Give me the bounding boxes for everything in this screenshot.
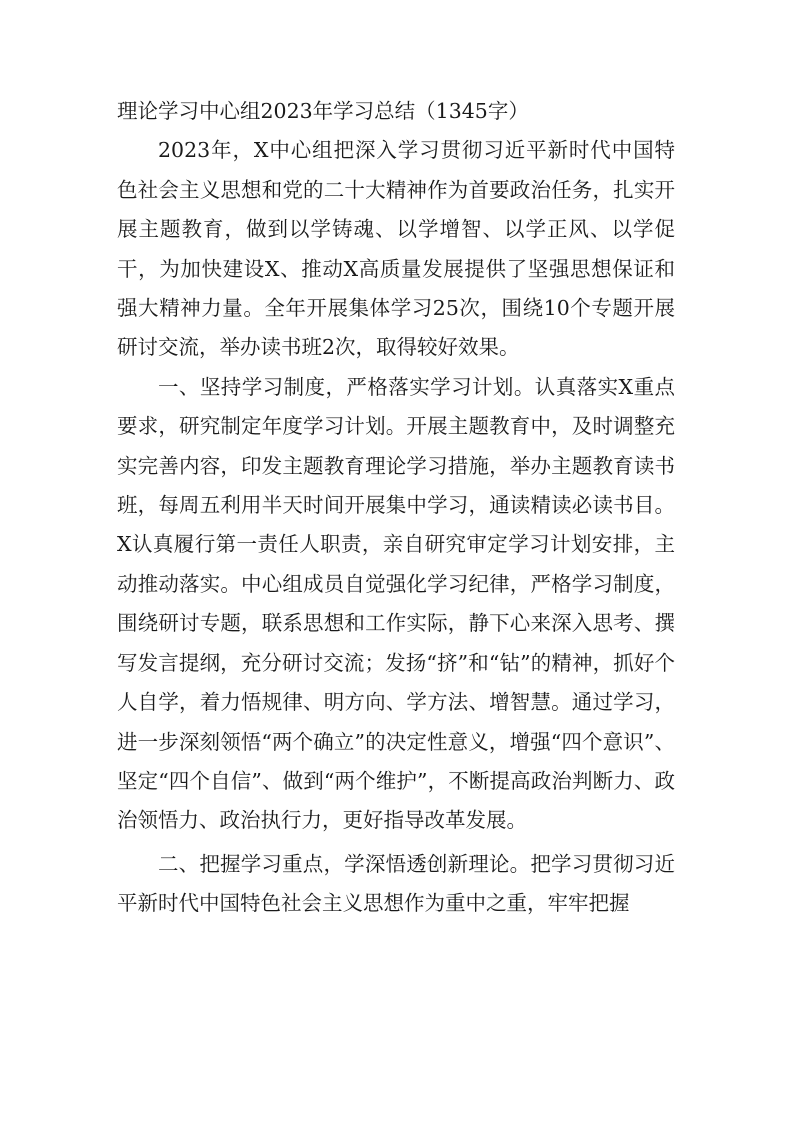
paragraph-intro: 2023年，X中心组把深入学习贯彻习近平新时代中国特色社会主义思想和党的二十大精神作为首要政治任务，扎实开展主题教育，做到以学铸魂、以学增智、以学正风、以学促干，为加快建设X、推动X高质量发展提供了坚强思想保证和强大精神力量。全年开展集体学习25次，围绕10个专题开展研讨交流，举办读书班2次，取得较好效果。 (117, 138, 675, 360)
paragraph-section-2: 二、把握学习重点，学深悟透创新理论。把学习贯彻习近平新时代中国特色社会主义思想作为重中之重，牢牢把握 (117, 851, 675, 916)
document-title: 理论学习中心组2023年学习总结（1345字） (117, 99, 529, 123)
paragraph-section-1: 一、坚持学习制度，严格落实学习计划。认真落实X重点要求，研究制定年度学习计划。开展主题教育中，及时调整充实完善内容，印发主题教育理论学习措施，举办主题教育读书班，每周五利用半天时间开展集中学习，通读精读必读书目。X认真履行第一责任人职责，亲自研究审定学习计划安排，主动推动落实。中心组成员自觉强化学习纪律，严格学习制度，围绕研讨专题，联系思想和工作实际，静下心来深入思考、撰写发言提纲，充分研讨交流；发扬“挤”和“钻”的精神，抓好个人自学，着力悟规律、明方向、学方法、增智慧。通过学习，进一步深刻领悟“两个确立”的决定性意义，增强“四个意识”、坚定“四个自信”、做到“两个维护”，不断提高政治判断力、政治领悟力、政治执行力，更好指导改革发展。 (117, 374, 675, 833)
document-body (117, 92, 675, 924)
